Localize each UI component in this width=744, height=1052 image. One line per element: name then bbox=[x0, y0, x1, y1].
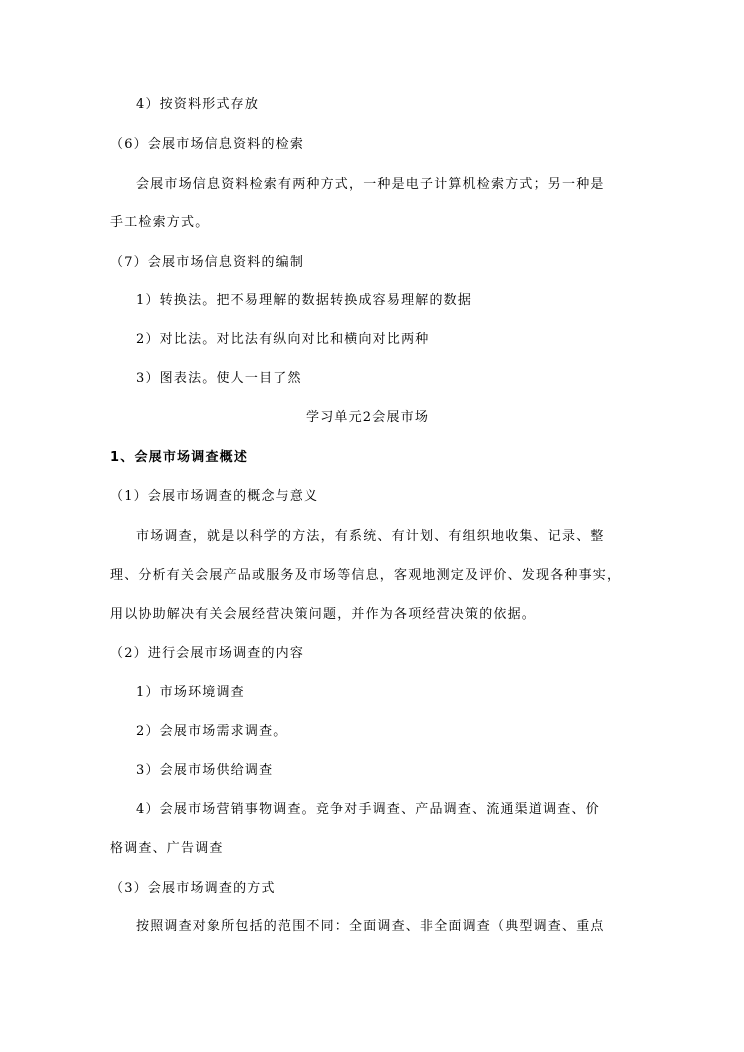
paragraph-line: 用以协助解决有关会展经营决策问题，并作为各项经营决策的依据。 bbox=[110, 607, 537, 622]
section-heading-content: （2）进行会展市场调查的内容 bbox=[110, 646, 305, 661]
section-heading-compilation: （7）会展市场信息资料的编制 bbox=[110, 255, 305, 270]
paragraph-line: 手工检索方式。 bbox=[110, 215, 210, 230]
paragraph-line: 会展市场信息资料检索有两种方式，一种是电子计算机检索方式；另一种是 bbox=[136, 177, 605, 192]
chapter-heading: 1、会展市场调查概述 bbox=[110, 450, 249, 465]
list-item-environment: 1）市场环境调查 bbox=[136, 685, 245, 700]
list-item-marketing: 4）会展市场营销事物调查。竞争对手调查、产品调查、流通渠道调查、价 bbox=[136, 802, 600, 817]
section-heading-retrieval: （6）会展市场信息资料的检索 bbox=[110, 137, 305, 152]
section-heading-methods: （3）会展市场调查的方式 bbox=[110, 881, 276, 896]
paragraph-line: 理、分析有关会展产品或服务及市场等信息，客观地测定及评价、发现各种事实， bbox=[110, 568, 622, 583]
unit-title: 学习单元2会展市场 bbox=[306, 410, 430, 425]
paragraph-line: 格调查、广告调查 bbox=[110, 841, 224, 856]
section-heading-concept: （1）会展市场调查的概念与意义 bbox=[110, 489, 319, 504]
list-item-comparison: 2）对比法。对比法有纵向对比和横向对比两种 bbox=[136, 332, 430, 347]
list-item-supply: 3）会展市场供给调查 bbox=[136, 763, 274, 778]
paragraph-line: 按照调查对象所包括的范围不同：全面调查、非全面调查（典型调查、重点 bbox=[136, 919, 605, 934]
list-item-chart: 3）图表法。使人一目了然 bbox=[136, 371, 302, 386]
list-item-storage-by-form: 4）按资料形式存放 bbox=[136, 97, 260, 112]
list-item-conversion: 1）转换法。把不易理解的数据转换成容易理解的数据 bbox=[136, 293, 473, 308]
list-item-demand: 2）会展市场需求调查。 bbox=[136, 724, 288, 739]
paragraph-line: 市场调查，就是以科学的方法，有系统、有计划、有组织地收集、记录、整 bbox=[136, 529, 605, 544]
